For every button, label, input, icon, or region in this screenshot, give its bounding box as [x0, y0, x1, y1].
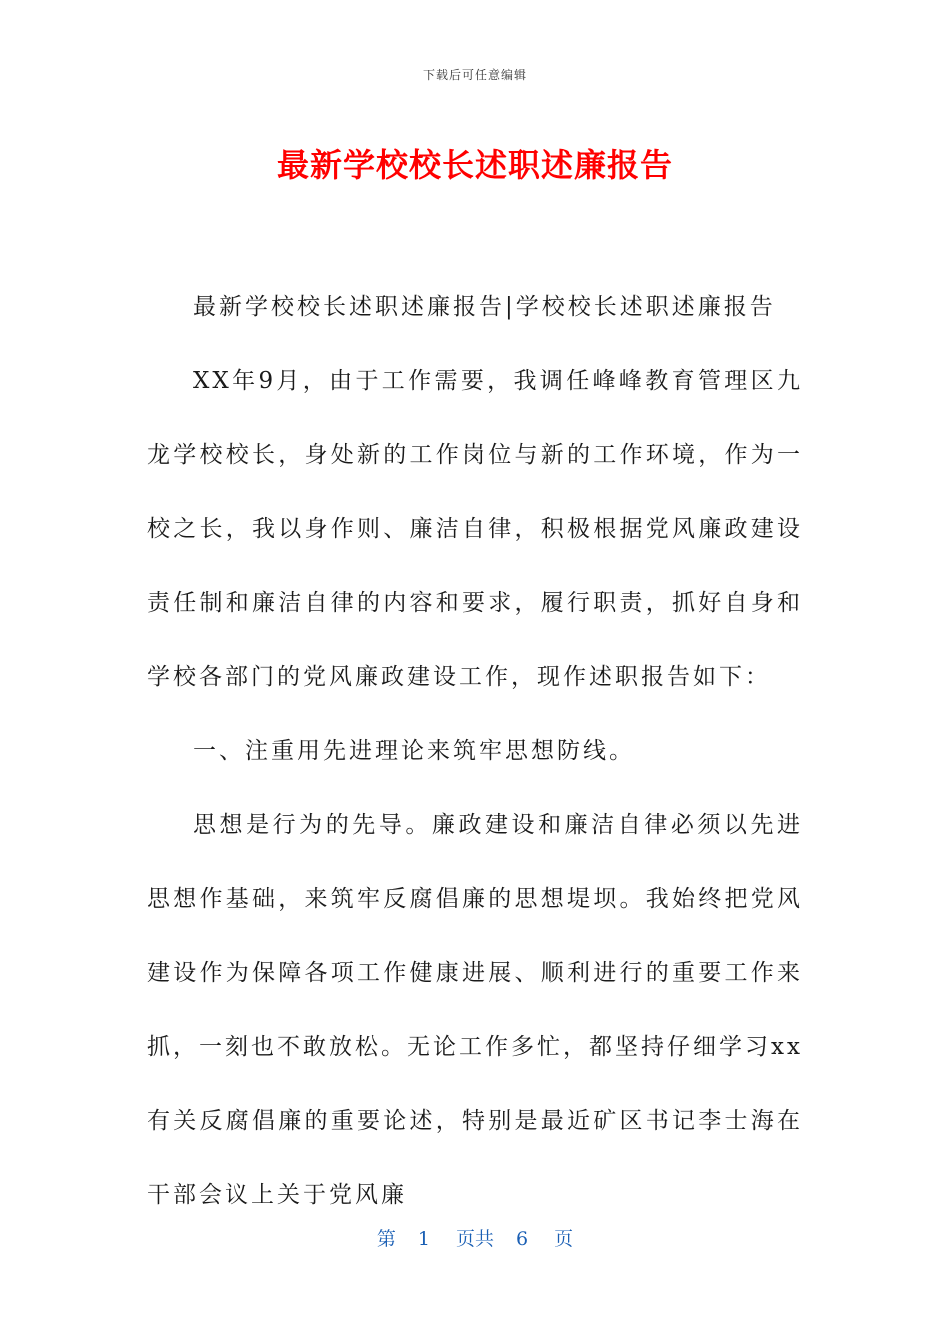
footer-total-pages: 6 [516, 1228, 529, 1250]
page-footer [0, 1224, 950, 1251]
footer-suffix: 页 [554, 1228, 574, 1250]
document-title: 最新学校校长述职述廉报告 [276, 146, 673, 184]
paragraph-intro: XX年9月，由于工作需要，我调任峰峰教育管理区九龙学校校长，身处新的工作岗位与新的工作环境，作为一校之长，我以身作则、廉洁自律，积极根据党风廉政建设责任制和廉洁自律的内容和要求，履行职责，抓好自身和学校各部门的党风廉政建设工作，现作述职报告如下： [147, 368, 803, 690]
footer-current-page: 1 [417, 1228, 430, 1250]
footer-mid: 页共 [455, 1228, 494, 1250]
paragraph-subtitle: 最新学校校长述职述廉报告|学校校长述职述廉报告 [193, 294, 776, 320]
paragraph-section-heading: 一、注重用先进理论来筑牢思想防线。 [193, 738, 635, 764]
document-body [147, 270, 803, 1232]
footer-prefix: 第 [376, 1228, 396, 1250]
paragraph-body: 思想是行为的先导。廉政建设和廉洁自律必须以先进思想作基础，来筑牢反腐倡廉的思想堤坝。我始终把党风建设作为保障各项工作健康进展、顺利进行的重要工作来抓，一刻也不敢放松。无论工作多忙，都坚持仔细学习xx有关反腐倡廉的重要论述，特别是最近矿区书记李士海在干部会议上关于党风廉 [147, 812, 803, 1208]
header-note: 下载后可任意编辑 [422, 68, 527, 82]
